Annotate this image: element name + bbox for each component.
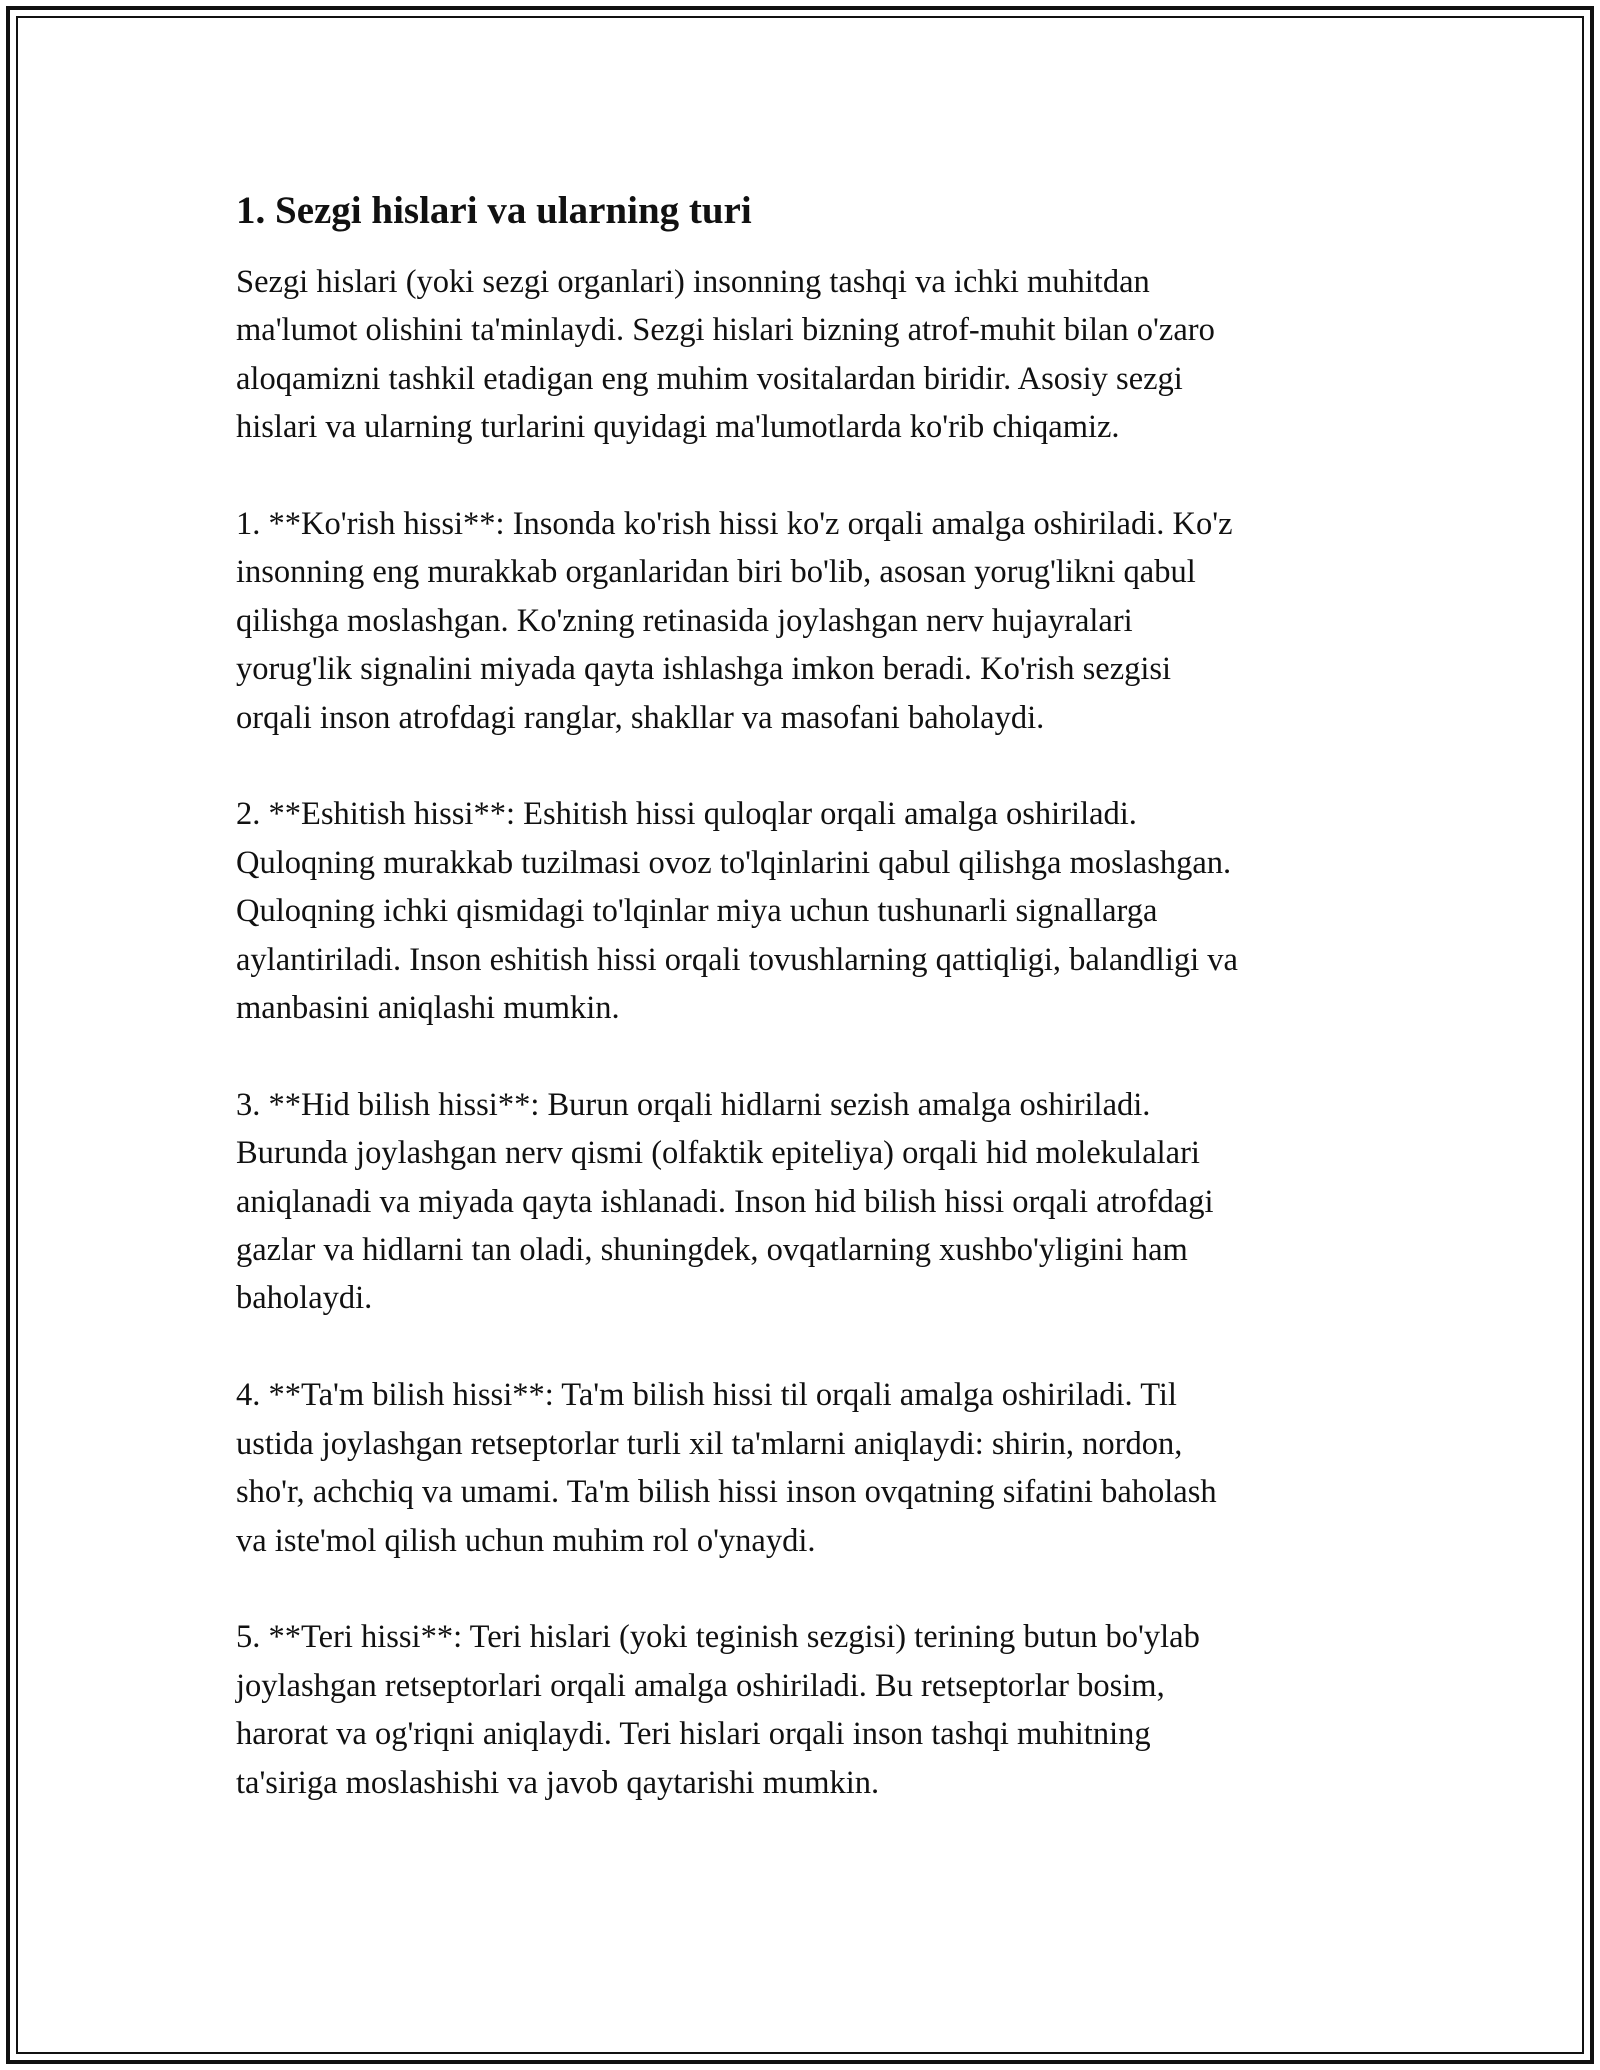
paragraph-line: ma'lumot olishini ta'minlaydi. Sezgi hislari bizning atrof-muhit bilan o'zaro: [236, 312, 1215, 349]
document-title: 1. Sezgi hislari va ularning turi: [236, 189, 752, 232]
paragraph-line: aniqlanadi va miyada qayta ishlanadi. Inson hid bilish hissi orqali atrofdagi: [236, 1183, 1214, 1220]
paragraph-line: va iste'mol qilish uchun muhim rol o'ynaydi.: [236, 1522, 816, 1559]
sight-paragraph: [236, 500, 1386, 742]
paragraph-line: ustida joylashgan retseptorlar turli xil ta'mlarni aniqlaydi: shirin, nordon,: [236, 1425, 1183, 1462]
paragraph-line: 1. **Ko'rish hissi**: Insonda ko'rish hissi ko'z orqali amalga oshiriladi. Ko'z: [236, 506, 1233, 543]
paragraph-line: Quloqning ichki qismidagi to'lqinlar miya uchun tushunarli signallarga: [236, 893, 1158, 930]
hearing-paragraph: [236, 790, 1386, 1032]
paragraph-line: 2. **Eshitish hissi**: Eshitish hissi quloqlar orqali amalga oshiriladi.: [236, 796, 1137, 833]
paragraph-line: 4. **Ta'm bilish hissi**: Ta'm bilish hissi til orqali amalga oshiriladi. Til: [236, 1377, 1177, 1414]
paragraph-line: orqali inson atrofdagi ranglar, shakllar va masofani baholaydi.: [236, 699, 1045, 736]
paragraph-line: harorat va og'riqni aniqlaydi. Teri hislari orqali inson tashqi muhitning: [236, 1716, 1151, 1753]
paragraph-line: Burunda joylashgan nerv qismi (olfaktik epiteliya) orqali hid molekulalari: [236, 1135, 1200, 1172]
paragraph-line: sho'r, achchiq va umami. Ta'm bilish hissi inson ovqatning sifatini baholash: [236, 1474, 1217, 1511]
paragraph-line: manbasini aniqlashi mumkin.: [236, 990, 620, 1027]
paragraph-line: hislari va ularning turlarini quyidagi ma'lumotlarda ko'rib chiqamiz.: [236, 409, 1120, 446]
paragraph-line: 5. **Teri hissi**: Teri hislari (yoki teginish sezgisi) terining butun bo'ylab: [236, 1619, 1200, 1656]
paragraph-line: baholaydi.: [236, 1280, 373, 1317]
paragraph-line: 3. **Hid bilish hissi**: Burun orqali hidlarni sezish amalga oshiriladi.: [236, 1086, 1151, 1123]
paragraph-line: yorug'lik signalini miyada qayta ishlashga imkon beradi. Ko'rish sezgisi: [236, 651, 1172, 688]
paragraph-line: aloqamizni tashkil etadigan eng muhim vositalardan biridir. Asosiy sezgi: [236, 360, 1183, 397]
intro-paragraph: [236, 258, 1386, 452]
paragraph-line: Sezgi hislari (yoki sezgi organlari) insonning tashqi va ichki muhitdan: [236, 264, 1150, 300]
paragraph-line: gazlar va hidlarni tan oladi, shuningdek, ovqatlarning xushbo'yligini ham: [236, 1232, 1188, 1269]
touch-paragraph: [236, 1613, 1386, 1807]
paragraph-line: joylashgan retseptorlari orqali amalga oshiriladi. Bu retseptorlar bosim,: [236, 1667, 1165, 1704]
document-body: [236, 184, 1386, 1855]
smell-paragraph: [236, 1081, 1386, 1323]
paragraph-line: Quloqning murakkab tuzilmasi ovoz to'lqinlarini qabul qilishga moslashgan.: [236, 844, 1232, 881]
paragraph-line: insonning eng murakkab organlaridan biri bo'lib, asosan yorug'likni qabul: [236, 554, 1196, 591]
paragraph-line: ta'siriga moslashishi va javob qaytarishi mumkin.: [236, 1764, 880, 1801]
paragraph-line: aylantiriladi. Inson eshitish hissi orqali tovushlarning qattiqligi, balandligi va: [236, 941, 1238, 978]
paragraph-line: qilishga moslashgan. Ko'zning retinasida joylashgan nerv hujayralari: [236, 602, 1133, 639]
taste-paragraph: [236, 1371, 1386, 1565]
